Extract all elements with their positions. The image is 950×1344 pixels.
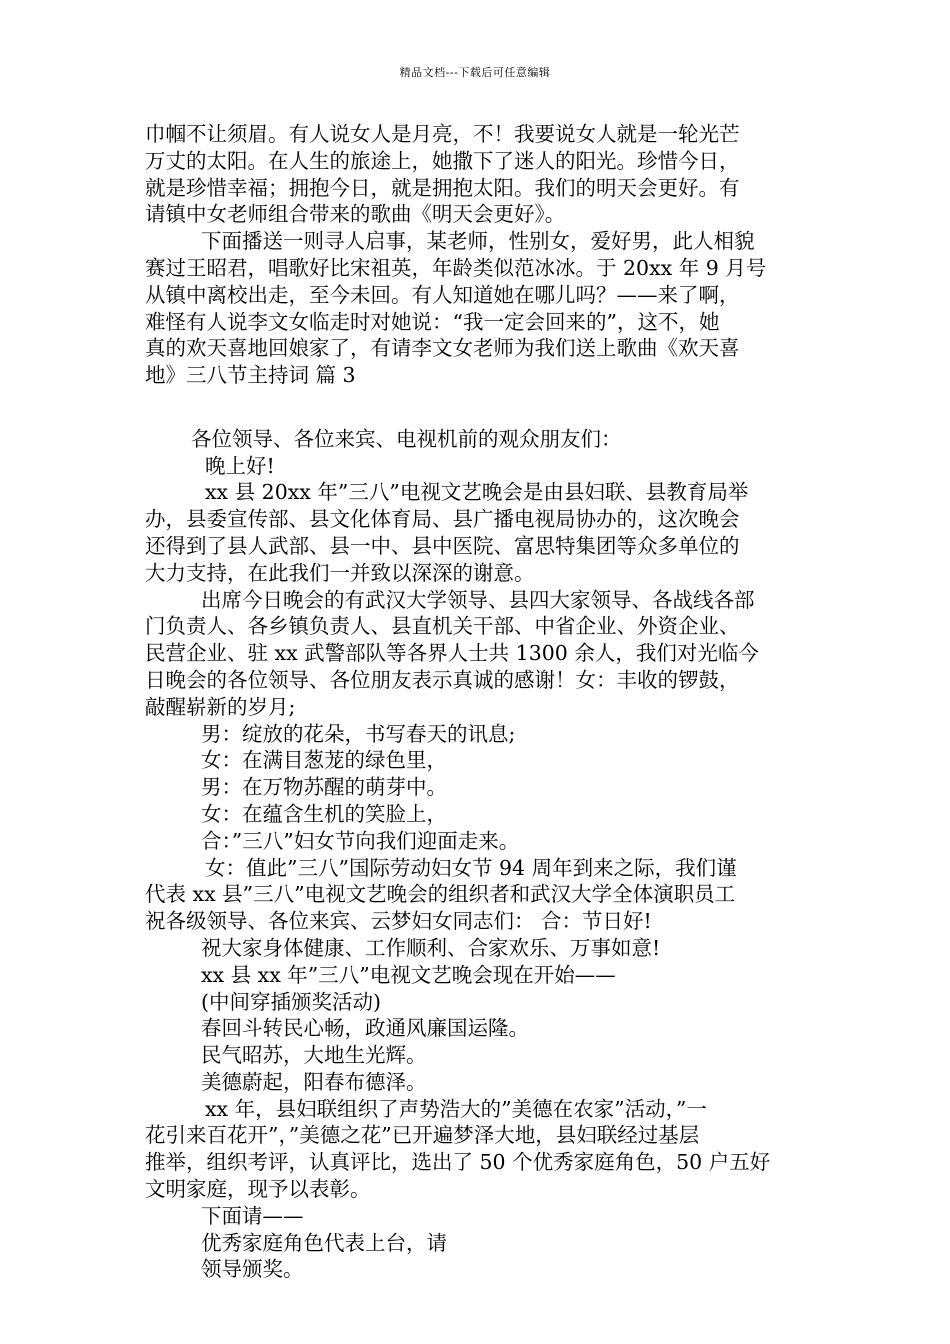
- text-line: xx 县 xx 年”三八”电视文艺晚会现在开始——: [201, 962, 616, 987]
- text-line: 民营企业、驻 xx 武警部队等各界人士共 1300 余人，我们对光临今: [145, 641, 759, 666]
- text-line: 男：绽放的花朵，书写春天的讯息;: [201, 721, 516, 746]
- text-line: 男：在万物苏醒的萌芽中。: [201, 775, 447, 800]
- document-body: [145, 121, 809, 1283]
- text-line: 请镇中女老师组合带来的歌曲《明天会更好》。: [145, 202, 566, 227]
- section-gap: [145, 389, 809, 416]
- text-line: 女：在满目葱茏的绿色里，: [201, 748, 447, 773]
- text-line: 美德蔚起，阳春布德泽。: [201, 1069, 427, 1094]
- text-line: 敲醒崭新的岁月;: [145, 694, 296, 719]
- text-line: 下面请——: [201, 1203, 304, 1228]
- text-line: 晚上好!: [205, 453, 275, 478]
- text-line: 地》三八节主持词 篇 3: [145, 363, 356, 388]
- text-line: 女：值此”三八”国际劳动妇女节 94 周年到来之际，我们谨: [205, 855, 737, 880]
- section-gap: [145, 416, 809, 426]
- text-line: 真的欢天喜地回娘家了，有请李文女老师为我们送上歌曲《欢天喜: [145, 336, 740, 361]
- section-host-script-3: [145, 426, 809, 1284]
- text-line: 祝各级领导、各位来宾、云梦妇女同志们： 合：节日好!: [145, 909, 652, 934]
- text-line: xx 年，县妇联组织了声势浩大的”美德在农家”活动，”一: [205, 1096, 707, 1121]
- text-line: 门负责人、各乡镇负责人、县直机关干部、中省企业、外资企业、: [145, 614, 740, 639]
- text-line: 春回斗转民心畅，政通风廉国运隆。: [201, 1016, 529, 1041]
- text-line: 巾帼不让须眉。有人说女人是月亮，不！我要说女人就是一轮光芒: [145, 122, 740, 146]
- text-line: 女：在蕴含生机的笑脸上，: [201, 801, 447, 826]
- text-line: 办，县委宣传部、县文化体育局、县广播电视局协办的，这次晚会: [145, 507, 740, 532]
- text-line: 从镇中离校出走，至今未回。有人知道她在哪儿吗？——来了啊，: [145, 282, 740, 307]
- text-line: 难怪有人说李文女临走时对她说：“我一定会回来的”，这不，她: [145, 309, 720, 334]
- text-line: 赛过王昭君，唱歌好比宋祖英，年龄类似范冰冰。于 20xx 年 9 月号: [145, 255, 767, 280]
- text-line: 日晚会的各位领导、各位朋友表示真诚的感谢！女：丰收的锣鼓，: [145, 667, 740, 692]
- text-line: 合：”三八”妇女节向我们迎面走来。: [201, 828, 520, 853]
- text-line: 文明家庭，现予以表彰。: [145, 1177, 371, 1202]
- page-header: 精品文档---下载后可任意编辑: [399, 66, 551, 79]
- text-line: 就是珍惜幸福；拥抱今日，就是拥抱太阳。我们的明天会更好。有: [145, 175, 740, 200]
- text-line: 推举，组织考评，认真评比，选出了 50 个优秀家庭角色，50 户五好: [145, 1150, 771, 1175]
- text-line: xx 县 20xx 年”三八”电视文艺晚会是由县妇联、县教育局举: [205, 480, 749, 505]
- text-line: 下面播送一则寻人启事，某老师，性别女，爱好男，此人相貌: [201, 229, 755, 254]
- text-line: 祝大家身体健康、工作顺利、合家欢乐、万事如意!: [201, 935, 661, 960]
- text-line: 优秀家庭角色代表上台，请: [201, 1230, 447, 1255]
- text-line: 领导颁奖。: [201, 1257, 304, 1282]
- text-line: 民气昭苏，大地生光辉。: [201, 1043, 427, 1068]
- text-line: 大力支持，在此我们一并致以深深的谢意。: [145, 560, 535, 585]
- text-line: 万丈的太阳。在人生的旅途上，她撒下了迷人的阳光。珍惜今日，: [145, 148, 740, 173]
- text-line: 还得到了县人武部、县一中、县中医院、富思特集团等众多单位的: [145, 533, 740, 558]
- text-line: 出席今日晚会的有武汉大学领导、县四大家领导、各战线各部: [201, 587, 755, 612]
- text-line: 代表 xx 县”三八”电视文艺晚会的组织者和武汉大学全体演职员工: [145, 882, 736, 907]
- text-line: 各位领导、各位来宾、电视机前的观众朋友们：: [191, 426, 622, 451]
- text-line: 花引来百花开”，”美德之花”已开遍梦泽大地，县妇联经过基层: [145, 1123, 700, 1148]
- section-closing-remarks: [145, 121, 809, 389]
- text-line: (中间穿插颁奖活动): [201, 989, 381, 1014]
